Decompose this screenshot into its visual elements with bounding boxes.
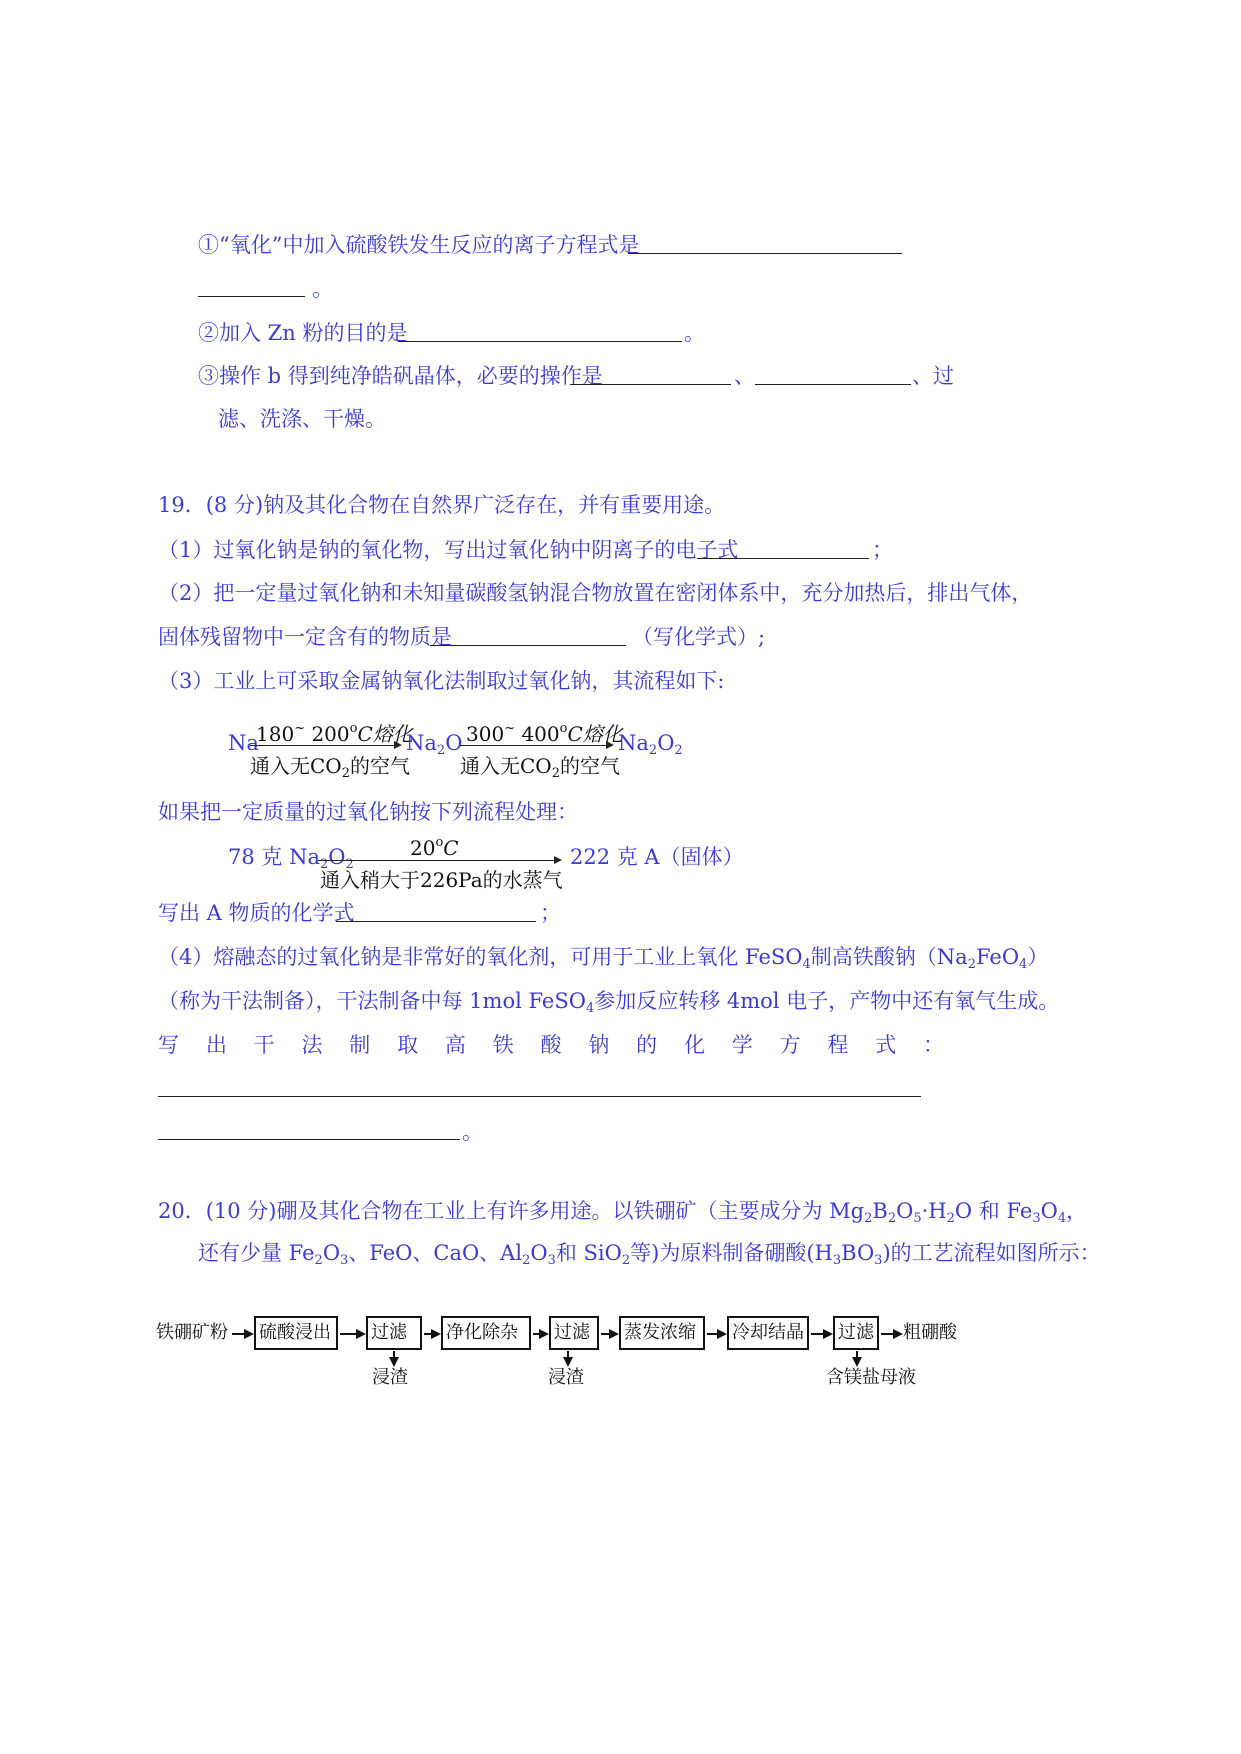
flow1-arrow2-line xyxy=(460,745,608,746)
flow1-cond2-top: 300~ 400$^o$C熔化 xyxy=(466,721,623,746)
q18-item3-sep: 、 xyxy=(734,364,755,388)
flow2-start: 78 克 $Na_2O_2$ xyxy=(228,845,354,872)
q18-item3-blank-2[interactable] xyxy=(755,384,911,385)
q18-item2 xyxy=(198,318,407,348)
q19-p2-line1: （2）把一定量过氧化钠和未知量碳酸氢钠混合物放置在密闭体系中，充分加热后，排出气体， xyxy=(158,581,1033,605)
q19-header: 19．(8 分)钠及其化合物在自然界广泛存在，并有重要用途。 xyxy=(158,493,726,517)
q18-item3-cont: 滤、洗涤、干燥。 xyxy=(218,407,386,431)
q19-p2-line2: 固体残留物中一定含有的物质是 xyxy=(158,625,452,649)
flow1-end: $Na_2O_2$ xyxy=(618,731,683,758)
q18-item1-text: ①“氧化”中加入硫酸铁发生反应的离子方程式是 xyxy=(198,233,640,257)
flow-raw-material: 铁硼矿粉 xyxy=(156,1322,228,1343)
q18-item3-text: ③操作 b 得到纯净皓矾晶体，必要的操作是 xyxy=(198,364,603,388)
flow1-mid: $Na_2O$ xyxy=(406,731,463,758)
flow-arrow-6 xyxy=(811,1333,831,1335)
flow-down-arrow-3 xyxy=(856,1351,858,1365)
q19-p1-blank[interactable] xyxy=(697,558,869,559)
flow-down-arrow-1 xyxy=(393,1351,395,1365)
q19-p4-line2: （称为干法制备），干法制备中每 1mol FeSO$_4$参加反应转移 4mol 电子，产物中还有氧气生成。 xyxy=(158,989,1060,1016)
q18-item1-blank[interactable] xyxy=(628,253,902,254)
q20-line1: 20．(10 分)硼及其化合物在工业上有许多用途。以铁硼矿（主要成分为 $Mg_2B_2O_5\cdot H_2O$ 和 $Fe_3O_4$， xyxy=(158,1199,1088,1226)
flow-step-2: 过滤 xyxy=(366,1316,422,1350)
q19-p3: （3）工业上可采取金属钠氧化法制取过氧化钠，其流程如下: xyxy=(158,669,725,693)
q18-item3 xyxy=(198,361,603,391)
q18-item3-blank-1[interactable] xyxy=(570,384,731,385)
q19-p3c: 写出 A 物质的化学式 xyxy=(158,901,355,925)
flow1-arrow1-line xyxy=(250,745,396,746)
flow1-cond2-bottom: 通入无$CO_2$的空气 xyxy=(460,754,620,781)
q19-p4-line1: （4）熔融态的过氧化钠是非常好的氧化剂，可用于工业上氧化 FeSO$_4$制高铁酸钠$(Na_2FeO_4)$ xyxy=(158,945,1049,972)
flow-arrow-3 xyxy=(533,1333,547,1335)
q19-p3c-blank[interactable] xyxy=(336,921,536,922)
q19-p1: （1）过氧化钠是钠的氧化物，写出过氧化钠中阴离子的电子式 xyxy=(158,538,739,562)
q19-p4-blank-1[interactable] xyxy=(158,1096,921,1097)
flow-arrow-7 xyxy=(881,1333,901,1335)
flow-arrow-2 xyxy=(424,1333,439,1335)
q19-p4-blank-2[interactable] xyxy=(158,1139,460,1140)
flow2-arrow-head xyxy=(554,856,562,864)
flow-arrow-1 xyxy=(340,1333,364,1335)
q18-item2-text: ②加入 Zn 粉的目的是 xyxy=(198,321,408,345)
flow2-cond-bottom: 通入稍大于226Pa的水蒸气 xyxy=(320,868,563,892)
flow1-arrow2-head xyxy=(606,741,614,749)
q18-item2-end: 。 xyxy=(684,321,705,345)
flow2-cond-top: 20$^o$C xyxy=(410,835,459,860)
flow2-end: 222 克 A（固体） xyxy=(570,845,744,869)
q20-line2: 还有少量 $Fe_2O_3$、FeO、CaO、$Al_2O_3$和 SiO$_2$等)为原料制备硼酸$(H_3BO_3)$的工艺流程如图所示： xyxy=(198,1241,1101,1268)
flow1-arrow1-head xyxy=(394,741,402,749)
flow1-cond1-bottom: 通入无$CO_2$的空气 xyxy=(250,754,410,781)
flow2-arrow-line xyxy=(318,860,556,861)
flow-step-1: 硫酸浸出 xyxy=(254,1316,338,1350)
flow-arrow-0 xyxy=(232,1333,252,1335)
flow1-start: Na xyxy=(228,731,259,755)
flow-step-5: 蒸发浓缩 xyxy=(619,1316,705,1350)
flow-arrow-4 xyxy=(601,1333,617,1335)
flow-arrow-5 xyxy=(707,1333,725,1335)
q19-p2-blank[interactable] xyxy=(430,645,626,646)
flow1-cond1-top: 180~ 200$^o$C熔化 xyxy=(256,721,413,746)
flow-step-3: 净化除杂 xyxy=(441,1316,531,1350)
flow-byproduct-3: 含镁盐母液 xyxy=(826,1367,916,1388)
flow-byproduct-2: 浸渣 xyxy=(548,1367,584,1388)
q19-p3c-end: ； xyxy=(540,901,561,925)
q19-p2-end: （写化学式）; xyxy=(632,625,766,649)
flow-step-4: 过滤 xyxy=(549,1316,599,1350)
flow-step-7: 过滤 xyxy=(833,1316,879,1350)
q19-p1-end: ； xyxy=(872,538,893,562)
flow-product: 粗硼酸 xyxy=(903,1322,957,1343)
flow-step-6: 冷却结晶 xyxy=(727,1316,809,1350)
q18-item1-end: 。 xyxy=(312,277,333,301)
q18-item1-blank-cont[interactable] xyxy=(198,296,305,297)
q18-item3-tail: 、过 xyxy=(912,364,954,388)
flow-down-arrow-2 xyxy=(567,1351,569,1365)
q19-p3b: 如果把一定质量的过氧化钠按下列流程处理： xyxy=(158,800,578,824)
q19-p4-end: 。 xyxy=(462,1120,483,1144)
flow-byproduct-1: 浸渣 xyxy=(372,1367,408,1388)
q18-item2-blank[interactable] xyxy=(398,341,682,342)
q19-p4-line3: 写 出 干 法 制 取 高 铁 酸 钠 的 化 学 方 程 式 ： xyxy=(158,1033,944,1057)
q18-item1 xyxy=(198,230,639,260)
